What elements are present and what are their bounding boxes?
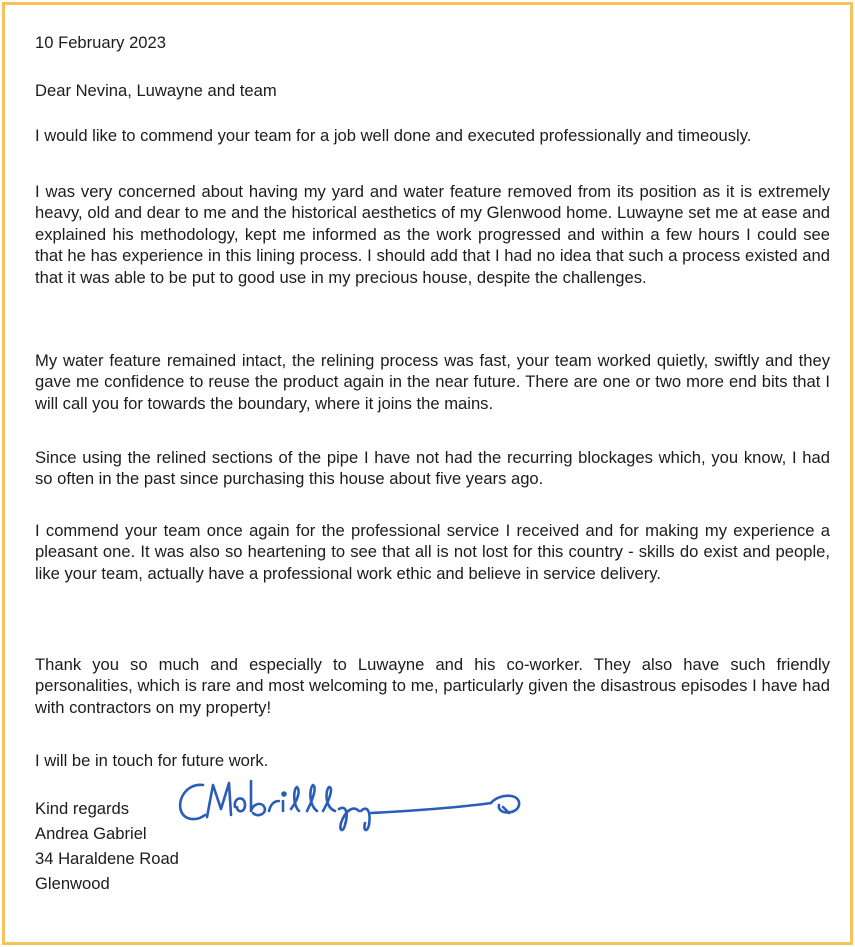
paragraph-commendation: I would like to commend your team for a job well done and executed professionally and timeously.: [35, 126, 752, 145]
letter-frame: [2, 2, 853, 945]
paragraph-concern: I was very concerned about having my yard and water feature removed from its position as it is extremely heavy, old and dear to me and the historical aesthetics of my Glenwood home. Luwayne set me at ease and explained his methodology, kept me informed as the work progressed and within a few hours I could see that he has experience in this lining process. I should add that I had no idea that such a process existed and that it was able to be put to good use in my precious house, despite the challenges.: [35, 182, 830, 287]
letter-date: 10 February 2023: [35, 33, 166, 52]
paragraph-results: Since using the relined sections of the pipe I have not had the recurring blockages which, you know, I had so often in the past since purchasing this house about five years ago.: [35, 448, 830, 489]
paragraph-thanks: Thank you so much and especially to Luwayne and his co-worker. They also have such friendly personalities, which is rare and most welcoming to me, particularly given the disastrous episodes I have had with contractors on my property!: [35, 655, 830, 717]
sender-address-line2: Glenwood: [35, 874, 110, 893]
closing: Kind regards: [35, 799, 130, 818]
paragraph-future-work: I will be in touch for future work.: [35, 751, 269, 770]
letter-body: [5, 5, 850, 942]
salutation: Dear Nevina, Luwayne and team: [35, 81, 277, 100]
sender-address-line1: 34 Haraldene Road: [35, 849, 179, 868]
paragraph-service: I commend your team once again for the professional service I received and for making my experience a pleasant one. It was also so heartening to see that all is not lost for this country - skills do exist and people, like your team, actually have a professional work ethic and believe in service delivery.: [35, 521, 830, 583]
paragraph-process: My water feature remained intact, the relining process was fast, your team worked quietly, swiftly and they gave me confidence to reuse the product again in the near future. There are one or two more end bits that I will call you for towards the boundary, where it joins the mains.: [35, 351, 830, 413]
sender-name: Andrea Gabriel: [35, 824, 147, 843]
handwritten-signature: [173, 771, 543, 851]
